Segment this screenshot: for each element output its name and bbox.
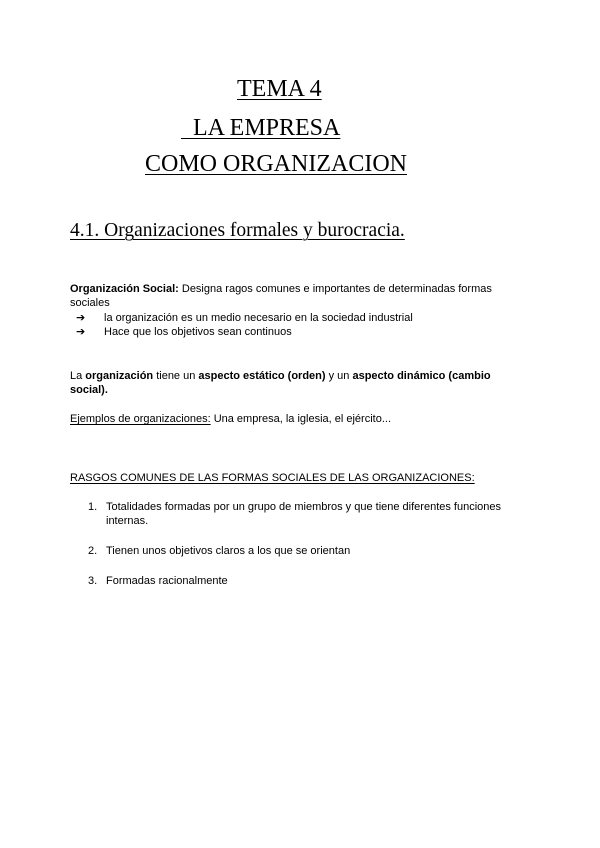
aspecto-paragraph <box>70 369 522 397</box>
list-number: 1. <box>88 501 98 513</box>
section-heading: 4.1. Organizaciones formales y burocracia. <box>70 220 405 241</box>
list-number: 2. <box>88 545 98 557</box>
bullet-item <box>76 311 516 325</box>
organizacion-social-definition: Designa ragos comunes e importantes de determinadas formas sociales <box>70 283 492 309</box>
list-item-text: Tienen unos objetivos claros a los que se orientan <box>106 545 351 557</box>
list-item-text: Totalidades formadas por un grupo de miembros y que tiene diferentes funciones internas. <box>106 501 502 527</box>
title-line-empresa: LA EMPRESA <box>181 115 341 141</box>
title-line-tema: TEMA 4 <box>237 76 322 102</box>
organizacion-social-paragraph <box>70 282 522 310</box>
arrow-bullet-icon: ➔ <box>76 312 86 324</box>
ejemplos-paragraph <box>70 412 522 426</box>
aspecto-bold-organizacion: organización <box>85 370 154 382</box>
organizacion-social-bullets <box>76 311 516 339</box>
aspecto-bold-dinamico: aspecto dinámico (cambio social). <box>70 370 491 396</box>
arrow-bullet-icon: ➔ <box>76 326 86 338</box>
numbered-list-item <box>88 544 520 558</box>
bullet-item <box>76 325 516 339</box>
organizacion-social-term: Organización Social: <box>70 283 179 295</box>
title-line-organizacion: COMO ORGANIZACION <box>145 151 407 177</box>
numbered-list-item <box>88 574 520 588</box>
bullet-text: la organización es un medio necesario en la sociedad industrial <box>104 312 413 324</box>
ejemplos-label: Ejemplos de organizaciones: <box>70 413 211 425</box>
list-item-text: Formadas racionalmente <box>106 575 228 587</box>
list-number: 3. <box>88 575 98 587</box>
aspecto-text-1: La <box>70 370 86 382</box>
aspecto-text-2: tiene un <box>153 370 199 382</box>
aspecto-bold-estatico: aspecto estático (orden) <box>198 370 326 382</box>
numbered-list-item <box>88 500 520 528</box>
ejemplos-text: Una empresa, la iglesia, el ejército... <box>210 413 392 425</box>
rasgos-heading: RASGOS COMUNES DE LAS FORMAS SOCIALES DE LAS ORGANIZACIONES: <box>70 472 475 484</box>
aspecto-text-3: y un <box>325 370 353 382</box>
bullet-text: Hace que los objetivos sean continuos <box>104 326 292 338</box>
